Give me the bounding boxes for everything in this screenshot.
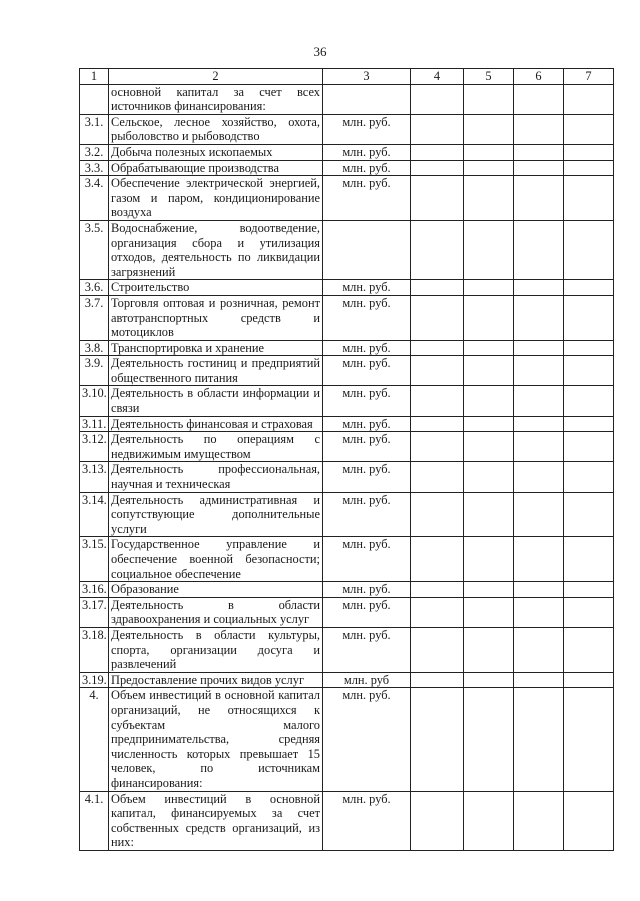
empty-value-cell <box>564 114 614 144</box>
empty-value-cell <box>564 144 614 160</box>
empty-value-cell <box>411 416 464 432</box>
empty-value-cell <box>411 356 464 386</box>
empty-value-cell <box>464 432 514 462</box>
empty-value-cell <box>514 386 564 416</box>
empty-value-cell <box>514 627 564 672</box>
row-number: 3.15. <box>80 537 109 582</box>
empty-value-cell <box>514 114 564 144</box>
table-row <box>80 220 614 279</box>
row-indicator-name: Деятельность гостиниц и предприятий общественного питания <box>109 356 323 386</box>
page-number: 36 <box>313 44 327 59</box>
empty-value-cell <box>464 295 514 340</box>
empty-value-cell <box>411 582 464 598</box>
empty-value-cell <box>564 280 614 296</box>
empty-value-cell <box>564 627 614 672</box>
empty-value-cell <box>411 84 464 114</box>
column-header: 4 <box>411 69 464 85</box>
row-indicator-name: Добыча полезных ископаемых <box>109 144 323 160</box>
table-row <box>80 340 614 356</box>
row-unit: млн. руб. <box>323 160 411 176</box>
empty-value-cell <box>514 176 564 221</box>
empty-value-cell <box>464 340 514 356</box>
empty-value-cell <box>411 462 464 492</box>
row-number: 3.10. <box>80 386 109 416</box>
empty-value-cell <box>464 672 514 688</box>
row-number: 4.1. <box>80 791 109 850</box>
row-indicator-name: Деятельность в области информации и связи <box>109 386 323 416</box>
row-number: 3.18. <box>80 627 109 672</box>
row-number: 3.8. <box>80 340 109 356</box>
table-row <box>80 84 614 114</box>
empty-value-cell <box>564 688 614 791</box>
row-number: 3.1. <box>80 114 109 144</box>
empty-value-cell <box>411 386 464 416</box>
empty-value-cell <box>411 672 464 688</box>
row-indicator-name: Деятельность в области культуры, спорта, организации досуга и развлечений <box>109 627 323 672</box>
empty-value-cell <box>514 597 564 627</box>
column-header: 1 <box>80 69 109 85</box>
empty-value-cell <box>411 176 464 221</box>
empty-value-cell <box>564 582 614 598</box>
empty-value-cell <box>464 462 514 492</box>
row-indicator-name: Деятельность финансовая и страховая <box>109 416 323 432</box>
empty-value-cell <box>564 176 614 221</box>
empty-value-cell <box>411 220 464 279</box>
row-number: 3.5. <box>80 220 109 279</box>
table-row <box>80 492 614 537</box>
empty-value-cell <box>411 144 464 160</box>
column-header: 6 <box>514 69 564 85</box>
row-indicator-name: основной капитал за счет всех источников финансирования: <box>109 84 323 114</box>
empty-value-cell <box>464 114 514 144</box>
empty-value-cell <box>464 582 514 598</box>
empty-value-cell <box>464 597 514 627</box>
empty-value-cell <box>514 416 564 432</box>
empty-value-cell <box>514 582 564 598</box>
row-number: 3.4. <box>80 176 109 221</box>
table-row <box>80 114 614 144</box>
row-indicator-name: Строительство <box>109 280 323 296</box>
table-row <box>80 597 614 627</box>
row-indicator-name: Объем инвестиций в основной капитал, финансируемых за счет собственных средств организаций, из них: <box>109 791 323 850</box>
row-number: 3.19. <box>80 672 109 688</box>
row-indicator-name: Образование <box>109 582 323 598</box>
row-unit: млн. руб. <box>323 537 411 582</box>
empty-value-cell <box>564 160 614 176</box>
empty-value-cell <box>564 597 614 627</box>
row-unit: млн. руб. <box>323 791 411 850</box>
row-number: 3.12. <box>80 432 109 462</box>
row-indicator-name: Торговля оптовая и розничная, ремонт автотранспортных средств и мотоциклов <box>109 295 323 340</box>
empty-value-cell <box>514 537 564 582</box>
row-indicator-name: Обеспечение электрической энергией, газом и паром, кондиционирование воздуха <box>109 176 323 221</box>
table-row <box>80 791 614 850</box>
empty-value-cell <box>564 462 614 492</box>
empty-value-cell <box>564 537 614 582</box>
row-unit: млн. руб. <box>323 462 411 492</box>
empty-value-cell <box>514 791 564 850</box>
empty-value-cell <box>411 627 464 672</box>
row-unit: млн. руб. <box>323 432 411 462</box>
empty-value-cell <box>464 627 514 672</box>
row-number: 3.11. <box>80 416 109 432</box>
empty-value-cell <box>411 340 464 356</box>
indicators-table <box>79 68 614 851</box>
table-row <box>80 280 614 296</box>
row-unit: млн. руб. <box>323 144 411 160</box>
row-unit <box>323 84 411 114</box>
empty-value-cell <box>464 356 514 386</box>
row-number: 3.17. <box>80 597 109 627</box>
empty-value-cell <box>564 432 614 462</box>
table-row <box>80 144 614 160</box>
empty-value-cell <box>514 160 564 176</box>
row-indicator-name: Деятельность профессиональная, научная и техническая <box>109 462 323 492</box>
row-unit: млн. руб. <box>323 416 411 432</box>
empty-value-cell <box>464 688 514 791</box>
row-unit: млн. руб. <box>323 280 411 296</box>
empty-value-cell <box>411 537 464 582</box>
row-number: 3.13. <box>80 462 109 492</box>
row-indicator-name: Предоставление прочих видов услуг <box>109 672 323 688</box>
empty-value-cell <box>464 84 514 114</box>
table-row <box>80 432 614 462</box>
row-indicator-name: Сельское, лесное хозяйство, охота, рыболовство и рыбоводство <box>109 114 323 144</box>
empty-value-cell <box>514 220 564 279</box>
empty-value-cell <box>411 432 464 462</box>
row-number: 3.2. <box>80 144 109 160</box>
table-body <box>80 84 614 850</box>
empty-value-cell <box>514 492 564 537</box>
empty-value-cell <box>514 280 564 296</box>
row-unit: млн. руб. <box>323 176 411 221</box>
empty-value-cell <box>464 492 514 537</box>
table-row <box>80 356 614 386</box>
row-unit: млн. руб. <box>323 492 411 537</box>
empty-value-cell <box>564 386 614 416</box>
empty-value-cell <box>564 356 614 386</box>
empty-value-cell <box>411 160 464 176</box>
row-indicator-name: Объем инвестиций в основной капитал организаций, не относящихся к субъектам малого предпринимательства, средняя численность которых превышает 15 человек, по источникам финансирования: <box>109 688 323 791</box>
column-header: 3 <box>323 69 411 85</box>
empty-value-cell <box>464 537 514 582</box>
empty-value-cell <box>514 432 564 462</box>
row-number: 3.7. <box>80 295 109 340</box>
row-number <box>80 84 109 114</box>
empty-value-cell <box>514 688 564 791</box>
empty-value-cell <box>464 386 514 416</box>
row-number: 3.6. <box>80 280 109 296</box>
row-indicator-name: Деятельность в области здравоохранения и социальных услуг <box>109 597 323 627</box>
table-row <box>80 688 614 791</box>
table-row <box>80 295 614 340</box>
table-row <box>80 627 614 672</box>
empty-value-cell <box>564 295 614 340</box>
row-number: 3.9. <box>80 356 109 386</box>
header-row <box>80 69 614 85</box>
empty-value-cell <box>464 280 514 296</box>
row-unit: млн. руб. <box>323 582 411 598</box>
row-number: 3.14. <box>80 492 109 537</box>
empty-value-cell <box>411 688 464 791</box>
empty-value-cell <box>514 356 564 386</box>
empty-value-cell <box>514 144 564 160</box>
empty-value-cell <box>564 84 614 114</box>
empty-value-cell <box>514 295 564 340</box>
row-unit: млн. руб <box>323 672 411 688</box>
row-number: 3.16. <box>80 582 109 598</box>
table-row <box>80 160 614 176</box>
row-indicator-name: Обрабатывающие производства <box>109 160 323 176</box>
empty-value-cell <box>411 295 464 340</box>
empty-value-cell <box>564 672 614 688</box>
row-number: 3.3. <box>80 160 109 176</box>
empty-value-cell <box>564 220 614 279</box>
row-unit: млн. руб. <box>323 114 411 144</box>
row-unit: млн. руб. <box>323 688 411 791</box>
row-unit: млн. руб. <box>323 295 411 340</box>
row-unit: млн. руб. <box>323 597 411 627</box>
row-number: 4. <box>80 688 109 791</box>
table-row <box>80 582 614 598</box>
empty-value-cell <box>464 176 514 221</box>
empty-value-cell <box>564 791 614 850</box>
row-unit: млн. руб. <box>323 627 411 672</box>
empty-value-cell <box>564 340 614 356</box>
empty-value-cell <box>464 220 514 279</box>
row-unit <box>323 220 411 279</box>
empty-value-cell <box>564 416 614 432</box>
empty-value-cell <box>411 114 464 144</box>
empty-value-cell <box>411 791 464 850</box>
empty-value-cell <box>514 84 564 114</box>
row-indicator-name: Деятельность по операциям с недвижимым имуществом <box>109 432 323 462</box>
table-row <box>80 176 614 221</box>
row-indicator-name: Государственное управление и обеспечение военной безопасности; социальное обеспечение <box>109 537 323 582</box>
empty-value-cell <box>464 416 514 432</box>
table-row <box>80 386 614 416</box>
table-row <box>80 672 614 688</box>
row-indicator-name: Деятельность административная и сопутствующие дополнительные услуги <box>109 492 323 537</box>
empty-value-cell <box>411 280 464 296</box>
empty-value-cell <box>514 672 564 688</box>
row-indicator-name: Водоснабжение, водоотведение, организация сбора и утилизация отходов, деятельность по ликвидации загрязнений <box>109 220 323 279</box>
column-header: 5 <box>464 69 514 85</box>
table-row <box>80 416 614 432</box>
empty-value-cell <box>411 597 464 627</box>
row-unit: млн. руб. <box>323 386 411 416</box>
empty-value-cell <box>464 160 514 176</box>
column-header: 2 <box>109 69 323 85</box>
empty-value-cell <box>464 144 514 160</box>
empty-value-cell <box>411 492 464 537</box>
row-unit: млн. руб. <box>323 356 411 386</box>
empty-value-cell <box>514 340 564 356</box>
table-row <box>80 537 614 582</box>
column-header: 7 <box>564 69 614 85</box>
row-unit: млн. руб. <box>323 340 411 356</box>
table-row <box>80 462 614 492</box>
empty-value-cell <box>514 462 564 492</box>
row-indicator-name: Транспортировка и хранение <box>109 340 323 356</box>
empty-value-cell <box>564 492 614 537</box>
empty-value-cell <box>464 791 514 850</box>
